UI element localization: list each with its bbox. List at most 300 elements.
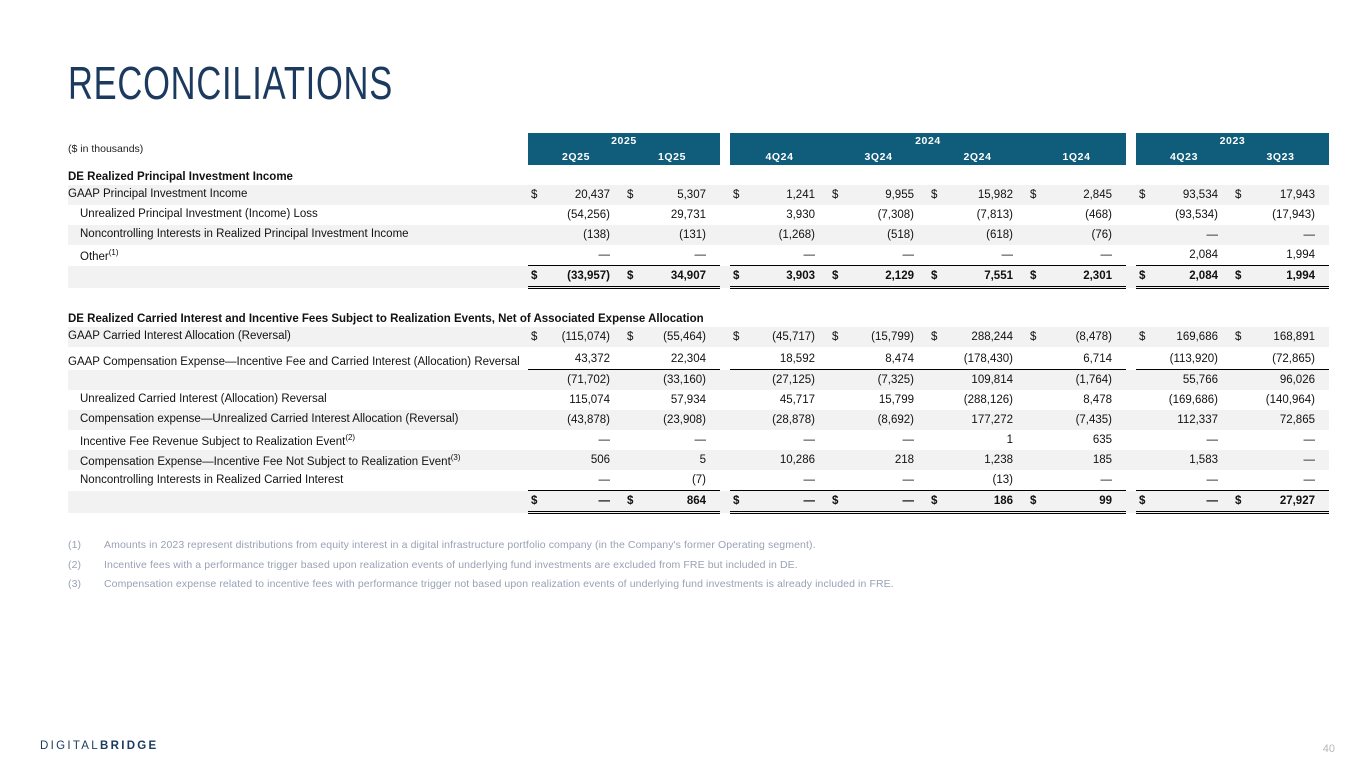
cell-value (528, 225, 624, 245)
dollar-sign: $ (832, 270, 839, 282)
value-text: — (598, 474, 610, 486)
value-text: 96,026 (1279, 374, 1315, 386)
cell-value (624, 347, 720, 370)
page-title: RECONCILIATIONS (68, 57, 393, 109)
footnote-number: (2) (68, 558, 82, 571)
dollar-sign: $ (1139, 495, 1146, 507)
column-gap (720, 245, 730, 266)
column-gap (720, 266, 730, 288)
value-text: — (598, 249, 610, 261)
cell-value (624, 266, 720, 288)
cell-value (1232, 450, 1329, 470)
dollar-sign: $ (1235, 189, 1242, 201)
value-text: 15,982 (977, 189, 1013, 201)
value-text: (7,308) (877, 209, 914, 221)
value-text: (1,268) (778, 229, 815, 241)
cell-value (528, 410, 624, 430)
cell-value (1136, 430, 1232, 450)
cell-value (829, 370, 928, 391)
value-text: 2,129 (885, 270, 914, 282)
cell-value (1136, 410, 1232, 430)
dollar-sign: $ (931, 189, 938, 201)
logo-digital: DIGITAL (40, 740, 100, 752)
cell-value (1136, 205, 1232, 225)
year-header: 2024 (730, 133, 1126, 148)
units-label: ($ in thousands) (68, 133, 528, 165)
cell-value (624, 390, 720, 410)
value-text: 169,686 (1176, 331, 1218, 343)
cell-value (1027, 430, 1126, 450)
cell-value (1027, 370, 1126, 391)
value-text: (15,799) (871, 331, 914, 343)
value-text: 1,994 (1286, 249, 1315, 261)
cell-value (928, 370, 1027, 391)
cell-value (528, 370, 624, 391)
table-row (68, 327, 1329, 347)
row-label: GAAP Carried Interest Allocation (Reversal) (68, 327, 528, 347)
value-text: 5 (699, 454, 706, 466)
table-row (68, 205, 1329, 225)
table-row (68, 450, 1329, 470)
cell-value (928, 225, 1027, 245)
column-gap (1126, 450, 1136, 470)
cell-value (1232, 370, 1329, 391)
value-text: — (1206, 495, 1218, 507)
row-label (68, 491, 528, 513)
column-gap (1126, 470, 1136, 491)
table-row (68, 430, 1329, 450)
quarter-header: 4Q24 (730, 148, 829, 165)
row-label: Incentive Fee Revenue Subject to Realization Event$^{(2)}$ (80, 432, 356, 448)
logo-bridge: BRIDGE (99, 740, 159, 752)
value-text: — (803, 495, 815, 507)
cell-value (1027, 347, 1126, 370)
value-text: 168,891 (1273, 331, 1315, 343)
column-gap (720, 390, 730, 410)
value-text: 45,717 (779, 394, 815, 406)
spacer-row (68, 288, 1329, 308)
value-text: (33,957) (567, 270, 610, 282)
value-text: 2,845 (1083, 189, 1112, 201)
cell-value (730, 225, 829, 245)
column-gap (720, 327, 730, 347)
cell-value (829, 390, 928, 410)
cell-value (928, 266, 1027, 288)
value-text: (7) (691, 474, 706, 486)
cell-value (528, 185, 624, 205)
value-text: 2,084 (1189, 270, 1218, 282)
cell-value (1232, 410, 1329, 430)
value-text: (17,943) (1272, 209, 1315, 221)
cell-value (624, 410, 720, 430)
value-text: (288,126) (963, 394, 1013, 406)
dollar-sign: $ (531, 189, 538, 201)
column-gap (1126, 430, 1136, 450)
value-text: 99 (1099, 495, 1112, 507)
total-row (68, 491, 1329, 513)
cell-value (829, 225, 928, 245)
value-text: 27,927 (1279, 495, 1315, 507)
cell-value (928, 205, 1027, 225)
cell-value (1232, 390, 1329, 410)
dollar-sign: $ (531, 270, 538, 282)
column-gap (1126, 245, 1136, 266)
dollar-sign: $ (832, 331, 839, 343)
cell-value (1232, 347, 1329, 370)
table-row (68, 347, 1329, 370)
cell-value (928, 327, 1027, 347)
value-text: (8,478) (1075, 331, 1112, 343)
cell-value (730, 390, 829, 410)
cell-value (928, 390, 1027, 410)
value-text: 22,304 (670, 353, 706, 365)
value-text: 15,799 (878, 394, 914, 406)
column-gap (720, 205, 730, 225)
cell-value (1027, 450, 1126, 470)
dollar-sign: $ (733, 189, 740, 201)
quarter-header: 1Q25 (624, 148, 720, 165)
cell-value (528, 327, 624, 347)
value-text: 3,930 (786, 209, 815, 221)
column-gap (1126, 410, 1136, 430)
column-gap (720, 370, 730, 391)
cell-value (829, 450, 928, 470)
value-text: 112,337 (1177, 414, 1218, 426)
cell-value (829, 245, 928, 266)
cell-value (624, 430, 720, 450)
section-title: DE Realized Carried Interest and Incentive Fees Subject to Realization Events, Net of Associated Expense Allocation (68, 307, 1329, 327)
cell-value (928, 430, 1027, 450)
value-text: 2,084 (1189, 249, 1218, 261)
cell-value (1136, 470, 1232, 491)
value-text: — (902, 495, 914, 507)
quarter-header: 2Q24 (928, 148, 1027, 165)
row-label: Other$^{(1)}$ (80, 248, 119, 263)
cell-value (730, 410, 829, 430)
cell-value (1027, 185, 1126, 205)
cell-value (1232, 185, 1329, 205)
cell-value (1136, 185, 1232, 205)
value-text: 93,534 (1182, 189, 1218, 201)
cell-value (1136, 225, 1232, 245)
cell-value (1136, 266, 1232, 288)
cell-value (1232, 430, 1329, 450)
value-text: — (598, 434, 610, 446)
row-label: Unrealized Principal Investment (Income) Loss (80, 208, 318, 221)
value-text: (7,813) (976, 209, 1013, 221)
footnote-1 (68, 536, 1338, 556)
section-title: DE Realized Principal Investment Income (68, 165, 1329, 185)
footnote-text: Amounts in 2023 represent distributions from equity interest in a digital infrastructure portfolio company (in the Company's former Operating segment). (104, 539, 816, 551)
cell-value (829, 347, 928, 370)
value-text: (71,702) (567, 374, 610, 386)
value-text: — (1206, 229, 1218, 241)
footnote-3 (68, 575, 1338, 595)
dollar-sign: $ (627, 189, 634, 201)
value-text: 185 (1092, 454, 1112, 466)
column-gap (720, 430, 730, 450)
dollar-sign: $ (531, 331, 538, 343)
cell-value (829, 266, 928, 288)
reconciliation-table (68, 133, 1329, 514)
value-text: (33,160) (663, 374, 706, 386)
digitalbridge-logo (40, 740, 159, 752)
cell-value (1136, 491, 1232, 513)
value-text: (23,908) (663, 414, 706, 426)
column-gap (1126, 133, 1136, 148)
value-text: 1 (1006, 434, 1013, 446)
cell-value (528, 430, 624, 450)
value-text: (468) (1085, 209, 1112, 221)
row-label (68, 370, 528, 391)
value-text: 1,241 (786, 189, 815, 201)
value-text: 20,437 (574, 189, 610, 201)
cell-value (1027, 491, 1126, 513)
dollar-sign: $ (627, 495, 634, 507)
value-text: — (1303, 474, 1315, 486)
cell-value (1232, 266, 1329, 288)
value-text: (169,686) (1168, 394, 1218, 406)
column-gap (1126, 491, 1136, 513)
row-label: Compensation expense—Unrealized Carried Interest Allocation (Reversal) (68, 410, 528, 430)
value-text: (72,865) (1272, 353, 1315, 365)
column-gap (720, 450, 730, 470)
value-text: 17,943 (1279, 189, 1315, 201)
cell-value (624, 327, 720, 347)
dollar-sign: $ (931, 270, 938, 282)
value-text: 18,592 (779, 353, 815, 365)
value-text: 10,286 (779, 454, 815, 466)
dollar-sign: $ (1235, 495, 1242, 507)
value-text: 1,583 (1189, 454, 1218, 466)
cell-value (730, 491, 829, 513)
cell-value (1232, 470, 1329, 491)
value-text: 72,865 (1279, 414, 1315, 426)
value-text: (76) (1091, 229, 1112, 241)
value-text: 34,907 (670, 270, 706, 282)
total-row (68, 266, 1329, 288)
value-text: (13) (992, 474, 1013, 486)
value-text: (518) (887, 229, 914, 241)
cell-value (829, 327, 928, 347)
cell-value (829, 470, 928, 491)
value-text: 57,934 (670, 394, 706, 406)
column-gap (1126, 205, 1136, 225)
value-text: 177,272 (971, 414, 1013, 426)
value-text: 1,994 (1286, 270, 1315, 282)
value-text: (618) (986, 229, 1013, 241)
value-text: (1,764) (1075, 374, 1112, 386)
column-gap (1126, 225, 1136, 245)
cell-value (624, 185, 720, 205)
cell-value (1027, 245, 1126, 266)
cell-value (528, 245, 624, 266)
value-text: 8,474 (885, 353, 914, 365)
value-text: (28,878) (772, 414, 815, 426)
year-header: 2025 (528, 133, 720, 148)
value-text: 109,814 (971, 374, 1013, 386)
cell-value (1136, 327, 1232, 347)
cell-value (1136, 370, 1232, 391)
value-text: (138) (583, 229, 610, 241)
cell-value (1027, 410, 1126, 430)
value-text: — (1303, 454, 1315, 466)
cell-value (829, 430, 928, 450)
table-row (68, 390, 1329, 410)
quarter-header: 1Q24 (1027, 148, 1126, 165)
cell-value (528, 347, 624, 370)
value-text: — (694, 434, 706, 446)
value-text: 8,478 (1083, 394, 1112, 406)
page-number: 40 (1322, 743, 1335, 755)
dollar-sign: $ (627, 331, 634, 343)
quarter-header: 4Q23 (1136, 148, 1232, 165)
cell-value (624, 370, 720, 391)
value-text: — (1206, 434, 1218, 446)
value-text: — (1001, 249, 1013, 261)
value-text: — (1100, 249, 1112, 261)
cell-value (829, 410, 928, 430)
footnote-number: (3) (68, 578, 82, 590)
dollar-sign: $ (733, 495, 740, 507)
cell-value (730, 327, 829, 347)
column-gap (720, 148, 730, 165)
cell-value (730, 266, 829, 288)
value-text: 864 (686, 495, 706, 507)
column-gap (720, 225, 730, 245)
value-text: 29,731 (670, 209, 706, 221)
value-text: 288,244 (971, 331, 1013, 343)
cell-value (528, 390, 624, 410)
cell-value (1232, 245, 1329, 266)
row-label: Noncontrolling Interests in Realized Principal Investment Income (68, 225, 528, 245)
cell-value (624, 470, 720, 491)
value-text: 186 (993, 495, 1013, 507)
table-row (68, 410, 1329, 430)
row-label: Compensation Expense—Incentive Fee Not Subject to Realization Event$^{(3)}$ (68, 450, 528, 470)
footnote-2 (68, 556, 1338, 576)
quarter-header: 3Q24 (829, 148, 928, 165)
dollar-sign: $ (832, 189, 839, 201)
cell-value (528, 450, 624, 470)
row-label: GAAP Principal Investment Income (68, 185, 528, 205)
dollar-sign: $ (1030, 270, 1037, 282)
cell-value (829, 491, 928, 513)
dollar-sign: $ (733, 270, 740, 282)
cell-value (1232, 491, 1329, 513)
cell-value (1232, 327, 1329, 347)
value-text: 6,714 (1083, 353, 1112, 365)
cell-value (928, 245, 1027, 266)
section-title-row (68, 307, 1329, 327)
cell-value (730, 370, 829, 391)
column-gap (1126, 347, 1136, 370)
value-text: (115,074) (561, 331, 610, 343)
footnote-text: Incentive fees with a performance trigger based upon realization events of underlying fund investments are excluded from FRE but included in DE. (104, 558, 798, 571)
value-text: (43,878) (567, 414, 610, 426)
column-gap (720, 347, 730, 370)
value-text: 43,372 (574, 353, 610, 365)
cell-value (928, 185, 1027, 205)
cell-value (730, 347, 829, 370)
footnotes (68, 536, 1338, 595)
cell-value (928, 410, 1027, 430)
dollar-sign: $ (832, 495, 839, 507)
value-text: — (902, 474, 914, 486)
dollar-sign: $ (1139, 331, 1146, 343)
dollar-sign: $ (733, 331, 740, 343)
dollar-sign: $ (531, 495, 538, 507)
column-gap (1126, 185, 1136, 205)
cell-value (528, 470, 624, 491)
table-body (68, 165, 1329, 513)
column-gap (1126, 370, 1136, 391)
value-text: (131) (679, 229, 706, 241)
value-text: (27,125) (772, 374, 815, 386)
cell-value (730, 430, 829, 450)
cell-value (624, 245, 720, 266)
column-gap (720, 470, 730, 491)
cell-value (928, 347, 1027, 370)
cell-value (1027, 327, 1126, 347)
footnote-number: (1) (68, 539, 82, 551)
cell-value (928, 470, 1027, 491)
value-text: — (1303, 434, 1315, 446)
column-gap (1126, 266, 1136, 288)
column-gap (1126, 327, 1136, 347)
value-text: — (803, 249, 815, 261)
row-label: GAAP Compensation Expense—Incentive Fee and Carried Interest (Allocation) Reversal (68, 356, 520, 368)
value-text: 506 (590, 454, 610, 466)
cell-value (730, 450, 829, 470)
column-gap (720, 185, 730, 205)
dollar-sign: $ (627, 270, 634, 282)
value-text: 635 (1092, 434, 1112, 446)
value-text: — (598, 495, 610, 507)
quarter-header: 3Q23 (1232, 148, 1329, 165)
value-text: (93,534) (1175, 209, 1218, 221)
value-text: 7,551 (984, 270, 1013, 282)
table-row (68, 225, 1329, 245)
value-text: — (902, 434, 914, 446)
value-text: — (1100, 474, 1112, 486)
year-header: 2023 (1136, 133, 1329, 148)
dollar-sign: $ (1139, 189, 1146, 201)
cell-value (928, 450, 1027, 470)
value-text: (8,692) (877, 414, 914, 426)
cell-value (1136, 245, 1232, 266)
cell-value (730, 245, 829, 266)
dollar-sign: $ (931, 495, 938, 507)
cell-value (1027, 205, 1126, 225)
cell-value (829, 205, 928, 225)
value-text: (7,325) (877, 374, 914, 386)
value-text: 3,903 (786, 270, 815, 282)
value-text: (113,920) (1169, 353, 1218, 365)
column-gap (1126, 390, 1136, 410)
subtotal-row (68, 370, 1329, 391)
table-row (68, 185, 1329, 205)
dollar-sign: $ (1139, 270, 1146, 282)
value-text: 115,074 (569, 394, 610, 406)
cell-value (829, 185, 928, 205)
value-text: (55,464) (663, 331, 706, 343)
row-label: Noncontrolling Interests in Realized Carried Interest (80, 473, 344, 486)
value-text: — (1206, 474, 1218, 486)
cell-value (1027, 470, 1126, 491)
row-label (68, 266, 528, 288)
value-text: — (803, 474, 815, 486)
